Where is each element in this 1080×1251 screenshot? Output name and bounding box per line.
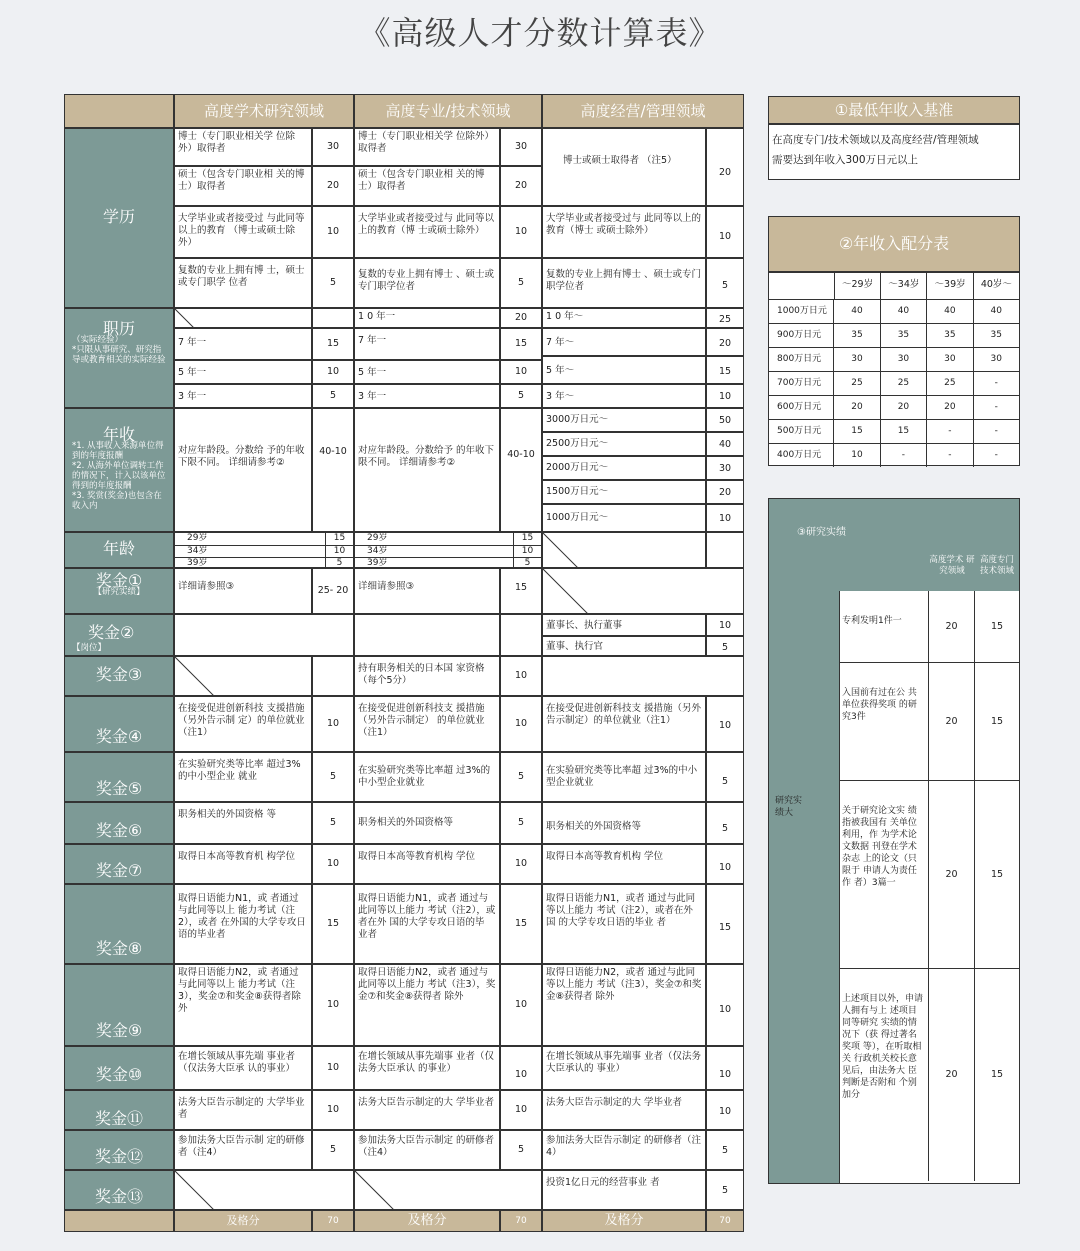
bonus6-m-pts: 5 xyxy=(706,802,744,844)
header-corner xyxy=(64,94,174,128)
box2-row-label: 900万日元 xyxy=(769,324,834,347)
income-m-3-pts: 30 xyxy=(706,456,744,480)
bonus8-p-pts: 15 xyxy=(500,884,542,964)
bonus7-p-pts: 10 xyxy=(500,844,542,884)
bonus9-p: 取得日语能力N2，或者 通过与此同等以上能力 考试（注3），奖金⑦和奖金⑧获得者 除外 xyxy=(354,964,500,1046)
bonus2-p-empty-pts xyxy=(500,614,542,656)
box2-cell: 40 xyxy=(927,300,973,323)
career-p10: 1 0 年一 xyxy=(354,308,500,328)
side-education: 学历 xyxy=(64,128,174,308)
side-bonus-12: 奖金⑫ xyxy=(64,1130,174,1170)
bonus11-p-pts: 10 xyxy=(500,1090,542,1130)
header-academic: 高度学术研究领域 xyxy=(174,94,354,128)
bonus4-m-pts: 10 xyxy=(706,696,744,752)
box2-title: ②年收入配分表 xyxy=(768,216,1020,272)
edu-a2-pts: 20 xyxy=(312,166,354,206)
side-bonus-4: 奖金④ xyxy=(64,696,174,752)
income-p-pts: 40-10 xyxy=(500,408,542,532)
side-bonus-11: 奖金⑪ xyxy=(64,1090,174,1130)
bonus9-a-pts: 10 xyxy=(312,964,354,1046)
box2-cell: 25 xyxy=(834,372,880,395)
side-bonus-6: 奖金⑥ xyxy=(64,802,174,844)
bonus4-p: 在接受促进创新科技支 援措施（另外告示制定） 的单位就业（注1） xyxy=(354,696,500,752)
box2-cell: - xyxy=(927,444,973,467)
bonus2-m-1: 董事长、执行董事 xyxy=(542,614,706,636)
box2-cell: 15 xyxy=(834,420,880,443)
income-m-3: 2000万日元～ xyxy=(542,456,706,480)
edu-p1-pts: 30 xyxy=(500,128,542,166)
bonus10-p: 在增长领域从事先端事 业者（仅法务大臣承认 的事业） xyxy=(354,1046,500,1090)
box1-line1: 在高度专门/技术领域以及高度经营/管理领域 xyxy=(772,134,979,146)
bonus12-a-pts: 5 xyxy=(312,1130,354,1170)
edu-p1: 博士（专门职业相关学 位除外）取得者 xyxy=(354,128,500,166)
box3-row-academic: 20 xyxy=(929,663,975,780)
bonus2-m-2: 董事、执行官 xyxy=(542,636,706,656)
income-m-5-pts: 10 xyxy=(706,504,744,532)
edu-m4: 复数的专业上拥有博士 、硕士或专门职学位者 xyxy=(542,258,706,308)
bonus1-a-pts: 25- 20 xyxy=(312,568,354,614)
bonus7-m-pts: 10 xyxy=(706,844,744,884)
box3-row xyxy=(839,781,1019,969)
box2-cell: 35 xyxy=(927,324,973,347)
bonus10-m-pts: 10 xyxy=(706,1046,744,1090)
box2-col-header: ～39岁 xyxy=(927,273,973,299)
box2-cell: 20 xyxy=(927,396,973,419)
bonus9-m-pts: 10 xyxy=(706,964,744,1046)
side-bonus-1: 奖金① 【研究实绩】 xyxy=(64,568,174,614)
box2-row xyxy=(769,300,1019,324)
box2-cell: - xyxy=(927,420,973,443)
box2-cell: 20 xyxy=(881,396,927,419)
side-income: 年收 *1. 从事收入来源单位得到的年度报酬 *2. 从海外单位调转工作的情况下，计入以该单位得到的年度报酬 *3. 奖赏(奖金)也包含在收入内 xyxy=(64,408,174,532)
career-p3: 3 年一 xyxy=(354,384,500,408)
bonus2-m-1-pts: 10 xyxy=(706,614,744,636)
bonus12-m-pts: 5 xyxy=(706,1130,744,1170)
box2-row xyxy=(769,372,1019,396)
career-p3-pts: 5 xyxy=(500,384,542,408)
footer-corner xyxy=(64,1210,174,1232)
edu-p2: 硕士（包含专门职业相 关的博士）取得者 xyxy=(354,166,500,206)
career-m7: 7 年～ xyxy=(542,328,706,356)
box3-row-professional: 15 xyxy=(990,869,1004,880)
side-age: 年龄 xyxy=(64,532,174,568)
bonus11-a-pts: 10 xyxy=(312,1090,354,1130)
box1-title: ①最低年收入基准 xyxy=(768,96,1020,124)
box2-row-label: 800万日元 xyxy=(769,348,834,371)
career-p7-pts: 15 xyxy=(500,328,542,360)
career-a-empty-pts xyxy=(312,308,354,328)
box2-cell: - xyxy=(994,402,998,412)
career-m7-pts: 20 xyxy=(706,328,744,356)
box2-col-header: ～34岁 xyxy=(881,273,927,299)
career-a7-pts: 15 xyxy=(312,328,354,360)
bonus12-a: 参加法务大臣告示制 定的研修者（注4） xyxy=(174,1130,312,1170)
box2-cell: 10 xyxy=(834,444,880,467)
edu-m1-pts: 20 xyxy=(706,128,744,206)
side-bonus-7: 奖金⑦ xyxy=(64,844,174,884)
box2-col-header: 40岁～ xyxy=(980,279,1012,290)
bonus11-m-pts: 10 xyxy=(706,1090,744,1130)
bonus1-p-pts: 15 xyxy=(500,568,542,614)
box2-cell: 20 xyxy=(834,396,880,419)
bonus11-p: 法务大臣告示制定的大 学毕业者 xyxy=(354,1090,500,1130)
box2-corner xyxy=(769,273,835,299)
bonus2-a-empty xyxy=(174,614,354,656)
career-p5: 5 年一 xyxy=(354,360,500,384)
career-p7: 7 年一 xyxy=(354,328,500,360)
box2-row xyxy=(769,444,1019,467)
box3-row-professional: 15 xyxy=(990,716,1004,727)
box3-row-academic: 20 xyxy=(929,591,975,662)
box2-row xyxy=(769,420,1019,444)
box3 xyxy=(768,498,1020,1184)
box3-row xyxy=(839,591,1019,663)
side-bonus-8: 奖金⑧ xyxy=(64,884,174,964)
footer-a-score: 70 xyxy=(312,1210,354,1232)
bonus7-a-pts: 10 xyxy=(312,844,354,884)
box3-row-text: 上述项目以外，申请人拥有与上 述项目同等研究 实绩的情况下（获 得过著名奖项 等），在听取相关 行政机关校长意 见后，由法务大 臣判断是否附和 个别加分 xyxy=(839,969,929,1181)
career-m3: 3 年～ xyxy=(542,384,706,408)
edu-p3: 大学毕业或者接受过与 此同等以上的教育（博 士或硕士除外） xyxy=(354,206,500,258)
career-a5: 5 年一 xyxy=(174,360,312,384)
box3-head xyxy=(769,499,1019,591)
career-a-empty xyxy=(174,308,312,328)
bonus4-m: 在接受促进创新科技支 援措施（另外告示制定）的单位就业（注1） xyxy=(542,696,706,752)
bonus13-m: 投资1亿日元的经营事业 者 xyxy=(542,1170,706,1210)
career-a5-pts: 10 xyxy=(312,360,354,384)
bonus10-a-pts: 10 xyxy=(312,1046,354,1090)
bonus9-a: 取得日语能力N2，或 者通过与此同等以上 能力考试（注3），奖金⑦和奖金⑧获得者除外 xyxy=(174,964,312,1046)
box2-row-label: 400万日元 xyxy=(769,444,834,467)
box2-cell: 30 xyxy=(927,348,973,371)
bonus10-a: 在增长领域从事先端 事业者（仅法务大臣承 认的事业） xyxy=(174,1046,312,1090)
career-m10-pts: 25 xyxy=(706,308,744,328)
edu-a1: 博士（专门职业相关学 位除外）取得者 xyxy=(174,128,312,166)
career-m5-pts: 15 xyxy=(706,356,744,384)
bonus5-m: 在实验研究类等比率超 过3%的中小型企业就业 xyxy=(542,752,706,802)
age-p-row-2: 34岁 10 xyxy=(355,546,541,558)
income-m-4: 1500万日元～ xyxy=(542,480,706,504)
box2-row-label: 700万日元 xyxy=(769,372,834,395)
bonus9-p-pts: 10 xyxy=(500,964,542,1046)
box3-row xyxy=(839,969,1019,1181)
box3-title: ③研究实绩 xyxy=(797,527,846,538)
income-m-1: 3000万日元～ xyxy=(542,408,706,432)
box2-cell: 35 xyxy=(834,324,880,347)
career-m10: 1 0 年～ xyxy=(542,308,706,328)
income-m-1-pts: 50 xyxy=(706,408,744,432)
box2-row xyxy=(769,348,1019,372)
box2-cell: - xyxy=(994,426,998,436)
box2-cell: 15 xyxy=(881,420,927,443)
box2-cell: 25 xyxy=(927,372,973,395)
bonus10-p-pts: 10 xyxy=(500,1046,542,1090)
bonus8-m-pts: 15 xyxy=(706,884,744,964)
income-m-5: 1000万日元～ xyxy=(542,504,706,532)
bonus5-m-pts: 5 xyxy=(706,752,744,802)
edu-m3-pts: 10 xyxy=(706,206,744,258)
box2-cell: 30 xyxy=(881,348,927,371)
bonus3-a-empty-pts xyxy=(312,656,354,696)
career-a3: 3 年一 xyxy=(174,384,312,408)
edu-p4: 复数的专业上拥有博士 、硕士或专门职学位者 xyxy=(354,258,500,308)
bonus5-p: 在实验研究类等比率超 过3%的中小型企业就业 xyxy=(354,752,500,802)
edu-a4: 复数的专业上拥有博 士，硕士或专门职学 位者 xyxy=(174,258,312,308)
box2-cell: 35 xyxy=(990,330,1002,340)
bonus1-m-empty xyxy=(542,568,744,614)
bonus6-m: 职务相关的外国资格等 xyxy=(542,802,706,844)
edu-p4-pts: 5 xyxy=(500,258,542,308)
bonus6-a: 职务相关的外国资格 等 xyxy=(174,802,312,844)
box3-col2: 高度专门 技术领域 xyxy=(979,555,1014,576)
bonus2-m-2-pts: 5 xyxy=(706,636,744,656)
bonus3-a-empty xyxy=(174,656,312,696)
bonus12-p-pts: 5 xyxy=(500,1130,542,1170)
career-p5-pts: 10 xyxy=(500,360,542,384)
box1-body xyxy=(768,124,1020,180)
side-bonus-3: 奖金③ xyxy=(64,656,174,696)
bonus7-a: 取得日本高等教育机 构学位 xyxy=(174,844,312,884)
box2-row xyxy=(769,396,1019,420)
bonus1-a: 详细请参照③ xyxy=(174,568,312,614)
age-a-row-3: 39岁 5 xyxy=(175,558,353,568)
bonus11-a: 法务大臣告示制定的 大学毕业者 xyxy=(174,1090,312,1130)
bonus5-a-pts: 5 xyxy=(312,752,354,802)
side-bonus-13: 奖金⑬ xyxy=(64,1170,174,1210)
box1-line2: 需要达到年收入300万日元以上 xyxy=(772,154,919,166)
box2-cell: 35 xyxy=(881,324,927,347)
bonus3-p-pts: 10 xyxy=(500,656,542,696)
edu-a1-pts: 30 xyxy=(312,128,354,166)
age-p xyxy=(354,532,542,568)
edu-a3: 大学毕业或者接受过 与此同等以上的教育 （博士或硕士除外） xyxy=(174,206,312,258)
box2-cell: 40 xyxy=(990,306,1002,316)
bonus5-p-pts: 5 xyxy=(500,752,542,802)
bonus6-p-pts: 5 xyxy=(500,802,542,844)
box3-row-professional: 15 xyxy=(990,1069,1004,1080)
career-p10-pts: 20 xyxy=(500,308,542,328)
box2-col-header: ～29岁 xyxy=(835,273,881,299)
side-bonus-9: 奖金⑨ xyxy=(64,964,174,1046)
age-p-row-1: 29岁 15 xyxy=(355,533,541,546)
edu-a4-pts: 5 xyxy=(312,258,354,308)
box2-cell: - xyxy=(881,444,927,467)
income-m-2: 2500万日元～ xyxy=(542,432,706,456)
bonus13-m-pts: 5 xyxy=(706,1170,744,1210)
header-management: 高度经营/管理领域 xyxy=(542,94,744,128)
bonus8-a: 取得日语能力N1，或 者通过与此同等以上 能力考试（注2），或者 在外国的大学专攻日 语的毕业者 xyxy=(174,884,312,964)
bonus11-m: 法务大臣告示制定的大 学毕业者 xyxy=(542,1090,706,1130)
age-a-row-2: 34岁 10 xyxy=(175,546,353,558)
bonus10-m: 在增长领域从事先端事 业者（仅法务大臣承认的 事业） xyxy=(542,1046,706,1090)
box3-row-academic: 20 xyxy=(929,969,975,1181)
bonus13-a-empty xyxy=(174,1170,354,1210)
bonus12-m: 参加法务大臣告示制定 的研修者（注4） xyxy=(542,1130,706,1170)
box3-side-label: 研究实绩大 xyxy=(775,796,803,818)
box3-side xyxy=(769,591,840,1183)
box2-cell: 30 xyxy=(834,348,880,371)
box2-header-row xyxy=(769,273,1019,300)
bonus3-p: 持有职务相关的日本国 家资格（每个5分） xyxy=(354,656,500,696)
box2-cell: 40 xyxy=(881,300,927,323)
box2-row-label: 1000万日元 xyxy=(769,300,834,323)
footer-p-label: 及格分 xyxy=(354,1210,500,1232)
header-professional: 高度专业/技术领域 xyxy=(354,94,542,128)
page-title: 《高级人才分数计算表》 xyxy=(358,14,722,52)
edu-p2-pts: 20 xyxy=(500,166,542,206)
box3-col1: 高度学术 研究领域 xyxy=(929,555,975,576)
box3-rows xyxy=(839,591,1019,1183)
edu-m3: 大学毕业或者接受过与 此同等以上的教育（博士 或硕士除外） xyxy=(542,206,706,258)
bonus3-m-empty xyxy=(542,656,744,696)
edu-m1: 博士或硕士取得者 （注5） xyxy=(542,128,706,206)
side-career: 职历 （实际经验） *只限从事研究、研究指导或教育相关的实际经验 xyxy=(64,308,174,408)
box3-row-professional: 15 xyxy=(990,621,1004,632)
edu-a2: 硕士（包含专门职业相 关的博士）取得者 xyxy=(174,166,312,206)
box2-table xyxy=(768,272,1020,466)
bonus9-m: 取得日语能力N2，或者 通过与此同等以上能力 考试（注3），奖金⑦和奖金⑧获得者 除外 xyxy=(542,964,706,1046)
bonus1-p: 详细请参照③ xyxy=(354,568,500,614)
box2-cell: - xyxy=(994,450,998,460)
career-a7: 7 年一 xyxy=(174,328,312,360)
side-bonus-10: 奖金⑩ xyxy=(64,1046,174,1090)
bonus13-p-empty xyxy=(354,1170,542,1210)
income-p: 对应年龄段。分数给予 的年收下限不同。 详细请参考② xyxy=(354,408,500,532)
box3-row xyxy=(839,663,1019,781)
age-a-row-1: 29岁 15 xyxy=(175,533,353,546)
age-m-empty-pts xyxy=(706,532,744,568)
bonus7-p: 取得日本高等教育机构 学位 xyxy=(354,844,500,884)
bonus8-p: 取得日语能力N1，或者 通过与此同等以上能力 考试（注2），或者在外 国的大学专攻日语的毕 业者 xyxy=(354,884,500,964)
career-m5: 5 年～ xyxy=(542,356,706,384)
footer-m-label: 及格分 xyxy=(542,1210,706,1232)
footer-a-label: 及格分 xyxy=(174,1210,312,1232)
box3-row-text: 关于研究论文实 绩指被我国有 关单位利用，作 为学术论文数据 刊登在学术杂志 上的论文（只限于 申请人为责任作 者）3篇一 xyxy=(839,781,929,968)
bonus6-p: 职务相关的外国资格等 xyxy=(354,802,500,844)
age-m-empty xyxy=(542,532,706,568)
bonus8-a-pts: 15 xyxy=(312,884,354,964)
edu-m4-pts: 5 xyxy=(706,258,744,308)
income-a: 对应年龄段。分数给 予的年收下限不同。 详细请参考② xyxy=(174,408,312,532)
box2-cell: 40 xyxy=(834,300,880,323)
box2-cell: 25 xyxy=(881,372,927,395)
bonus12-p: 参加法务大臣告示制定 的研修者（注4） xyxy=(354,1130,500,1170)
box3-row-text: 入国前有过在公 共单位获得奖项 的研究3件 xyxy=(839,663,929,780)
income-m-4-pts: 20 xyxy=(706,480,744,504)
footer-p-score: 70 xyxy=(500,1210,542,1232)
box3-row-text: 专利发明1件一 xyxy=(839,591,929,662)
bonus5-a: 在实验研究类等比率 超过3%的中小型企业 就业 xyxy=(174,752,312,802)
box3-row-academic: 20 xyxy=(929,781,975,968)
career-a3-pts: 5 xyxy=(312,384,354,408)
career-m3-pts: 10 xyxy=(706,384,744,408)
age-p-row-3: 39岁 5 xyxy=(355,558,541,568)
box2-row-label: 500万日元 xyxy=(769,420,834,443)
box2-row-label: 600万日元 xyxy=(769,396,834,419)
bonus4-a-pts: 10 xyxy=(312,696,354,752)
bonus4-a: 在接受促进创新科技 支援措施（另外告示制 定）的单位就业（注1） xyxy=(174,696,312,752)
box2-cell: - xyxy=(994,378,998,388)
age-a xyxy=(174,532,354,568)
income-a-pts: 40-10 xyxy=(312,408,354,532)
bonus4-p-pts: 10 xyxy=(500,696,542,752)
bonus7-m: 取得日本高等教育机构 学位 xyxy=(542,844,706,884)
bonus6-a-pts: 5 xyxy=(312,802,354,844)
bonus8-m: 取得日语能力N1，或者 通过与此同等以上能力 考试（注2），或者在外国 的大学专攻日语的毕业 者 xyxy=(542,884,706,964)
box2-cell: 30 xyxy=(990,354,1002,364)
bonus2-p-empty xyxy=(354,614,500,656)
edu-p3-pts: 10 xyxy=(500,206,542,258)
box2-row xyxy=(769,324,1019,348)
edu-a3-pts: 10 xyxy=(312,206,354,258)
footer-m-score: 70 xyxy=(706,1210,744,1232)
side-bonus-2: 奖金②【岗位】 xyxy=(64,614,174,656)
side-bonus-5: 奖金⑤ xyxy=(64,752,174,802)
income-m-2-pts: 40 xyxy=(706,432,744,456)
